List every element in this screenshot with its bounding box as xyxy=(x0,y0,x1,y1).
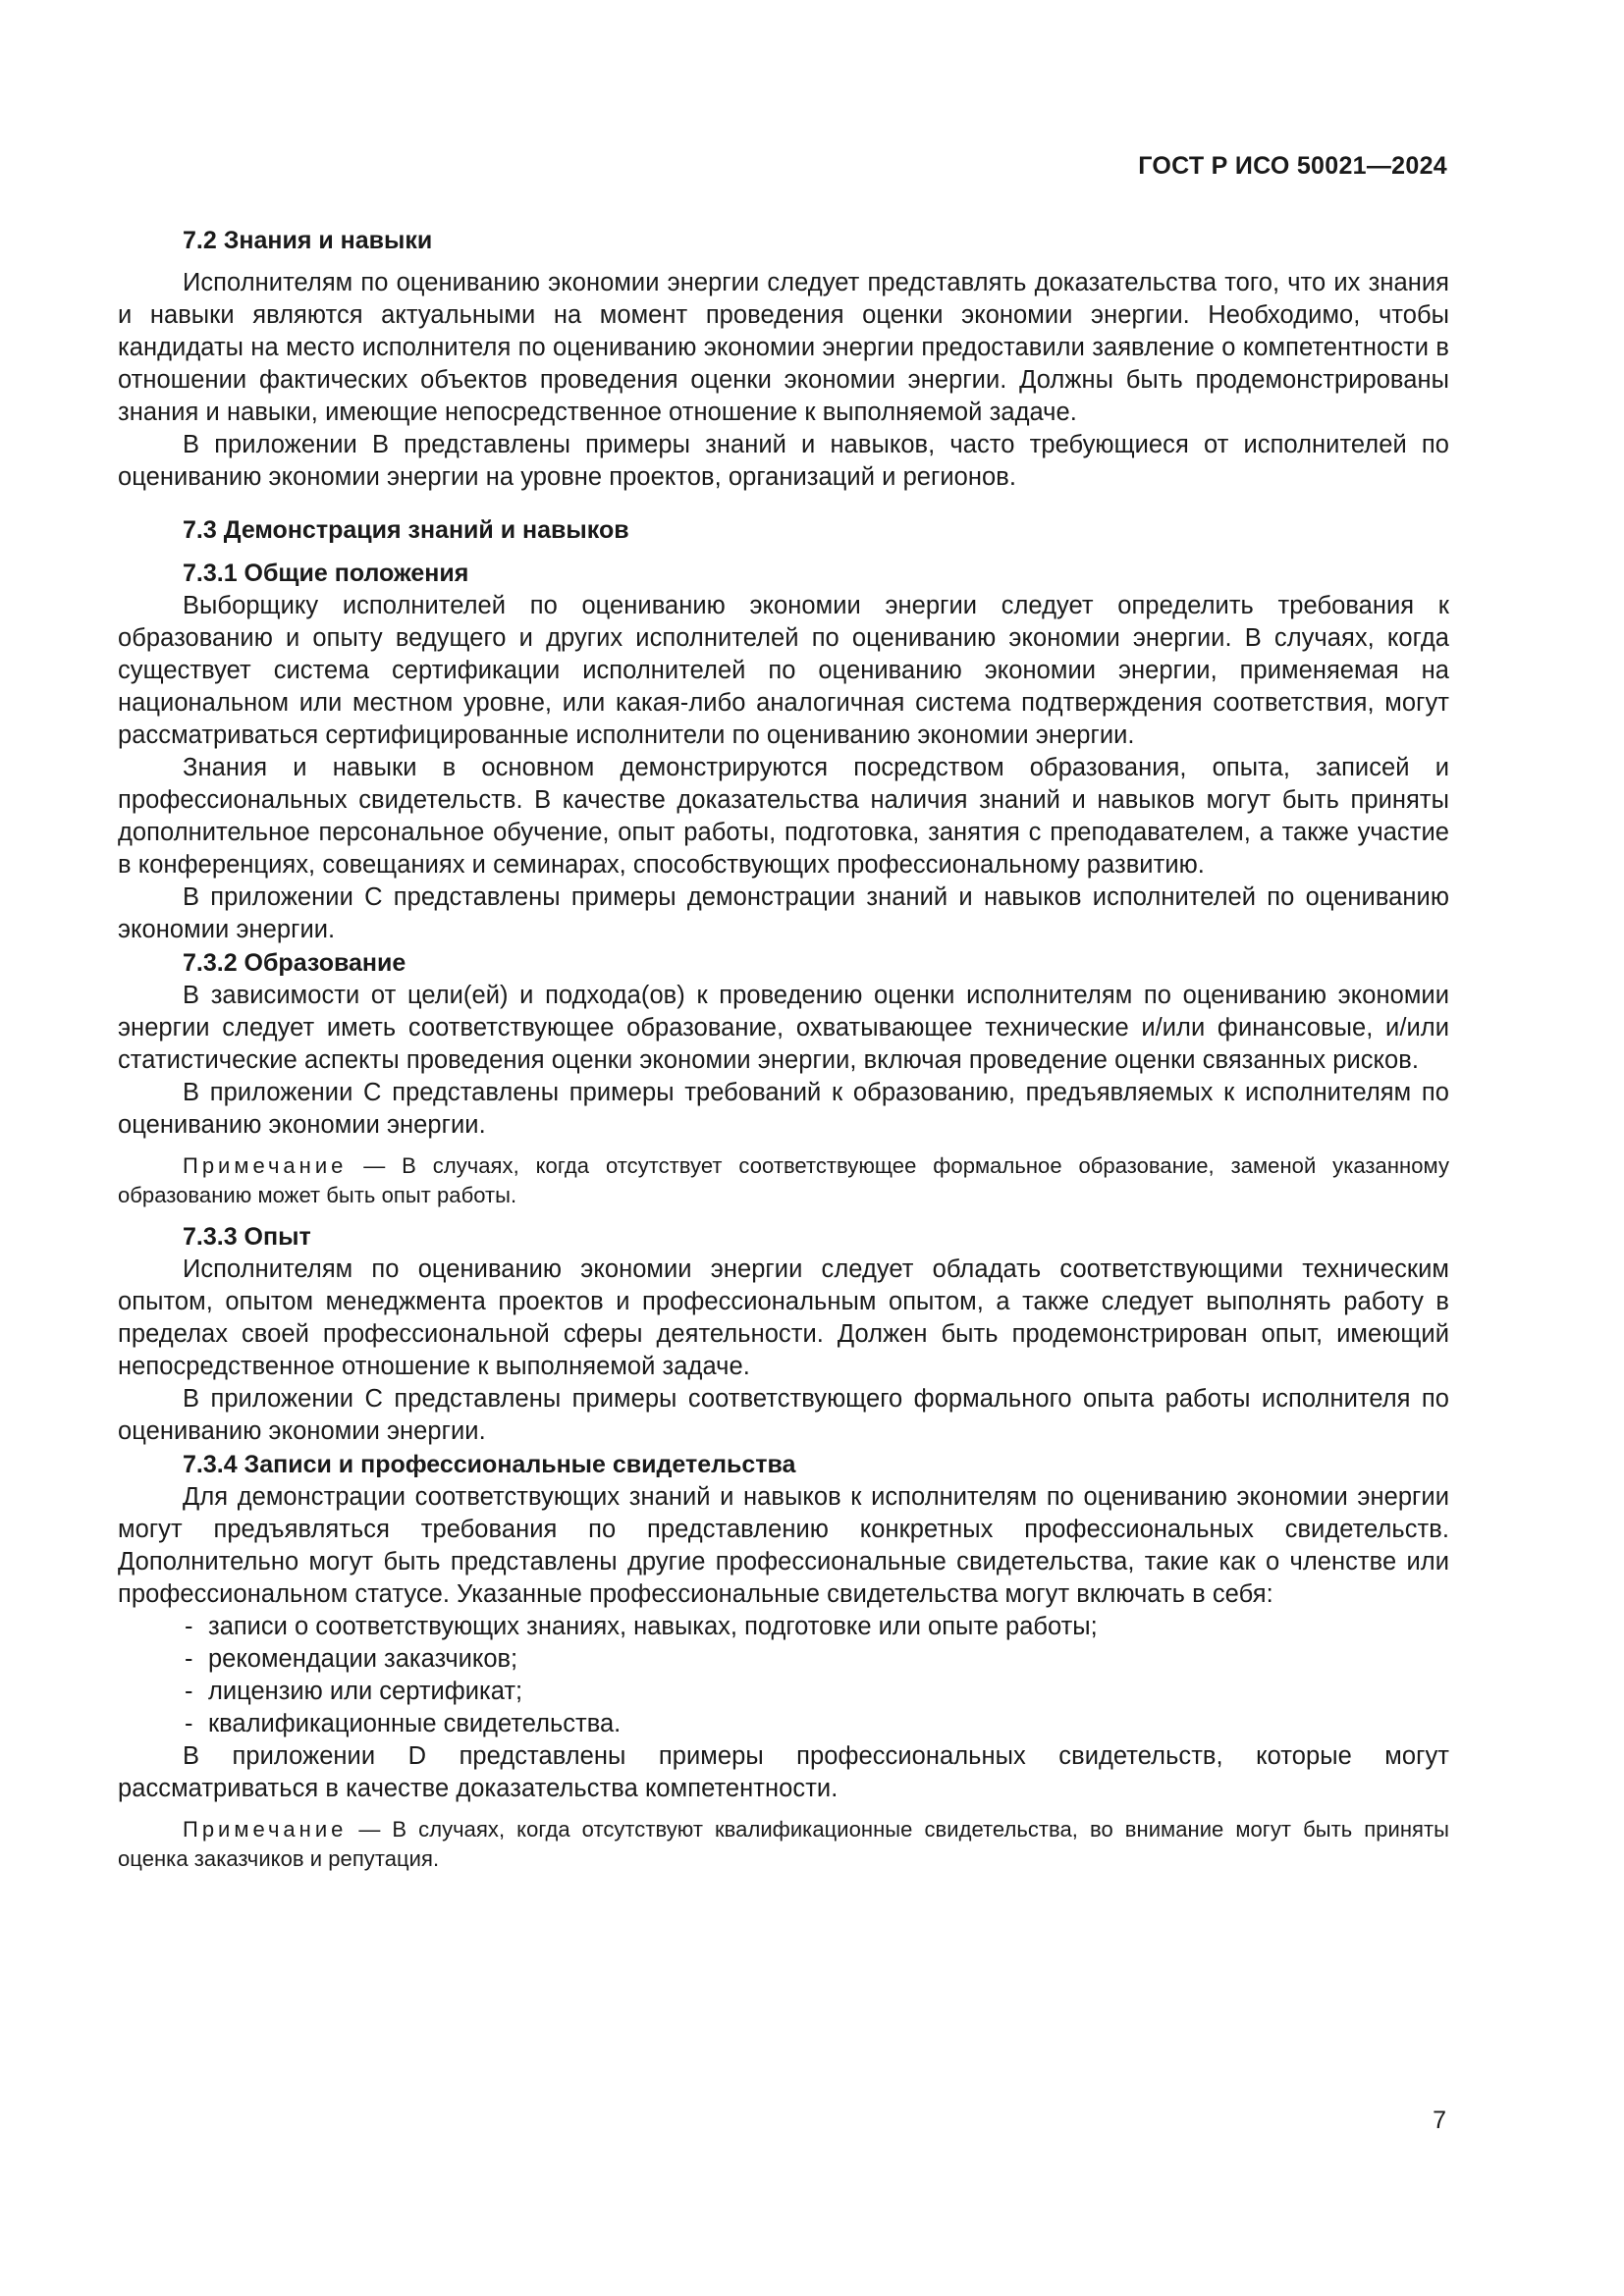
note xyxy=(118,1815,1449,1874)
paragraph: В приложении D представлены примеры профессиональных свидетельств, которые могут рассматриваться в качестве доказательства компетентности. xyxy=(118,1742,1449,1802)
paragraph: Исполнителям по оцениванию экономии энергии следует представлять доказательства того, что их знания и навыки являются актуальными на момент проведения оценки экономии энергии. Необходимо, чтобы кандидаты на место исполнителя по оцениванию экономии энергии предоставили заявление о компетентности в отношении фактических объектов проведения оценки экономии энергии. Должны быть продемонстрированы знания и навыки, имеющие непосредственное отношение к выполняемой задаче. xyxy=(118,269,1449,426)
note-text: — В случаях, когда отсутствует соответствующее формальное образование, заменой указанному образованию может быть опыт работы. xyxy=(118,1153,1449,1207)
paragraph: В приложении В представлены примеры знаний и навыков, часто требующиеся от исполнителей по оцениванию экономии энергии на уровне проектов, организаций и регионов. xyxy=(118,431,1449,491)
paragraph: Для демонстрации соответствующих знаний и навыков к исполнителям по оцениванию экономии энергии могут предъявляться требования по представлению конкретных профессиональных свидетельств. Дополнительно могут быть представлены другие профессиональные свидетельства, такие как о членстве или профессиональном статусе. Указанные профессиональные свидетельства могут включать в себя: xyxy=(118,1483,1449,1608)
paragraph: Выборщику исполнителей по оцениванию экономии энергии следует определить требования к образованию и опыту ведущего и других исполнителей по оцениванию экономии энергии. В случаях, когда существует система сертификации исполнителей по оцениванию экономии энергии, применяемая на национальном или местном уровне, или какая-либо аналогичная система подтверждения соответствия, могут рассматриваться сертифицированные исполнители по оцениванию экономии энергии. xyxy=(118,592,1449,749)
subsection-heading-7-3-4: 7.3.4 Записи и профессиональные свидетельства xyxy=(183,1451,796,1478)
note xyxy=(118,1151,1449,1210)
subsection-heading-7-3-2: 7.3.2 Образование xyxy=(183,949,406,977)
list-item: - лицензию или сертификат; xyxy=(183,1676,1449,1708)
section-heading-7-3: 7.3 Демонстрация знаний и навыков xyxy=(183,516,629,544)
dash-list xyxy=(118,1611,1449,1740)
paragraph: В приложении С представлены примеры демонстрации знаний и навыков исполнителей по оцениванию экономии энергии. xyxy=(118,883,1449,943)
subsection-heading-7-3-1: 7.3.1 Общие положения xyxy=(183,560,469,587)
note-label: Примечание xyxy=(183,1153,348,1178)
paragraph: В приложении С представлены примеры требований к образованию, предъявляемых к исполнителям по оцениванию экономии энергии. xyxy=(118,1079,1449,1139)
paragraph: Знания и навыки в основном демонстрируются посредством образования, опыта, записей и профессиональных свидетельств. В качестве доказательства наличия знаний и навыков могут быть приняты дополнительное персональное обучение, опыт работы, подготовка, занятия с преподавателем, а также участие в конференциях, совещаниях и семинарах, способствующих профессиональному развитию. xyxy=(118,754,1449,879)
note-text: — В случаях, когда отсутствуют квалификационные свидетельства, во внимание могут быть приняты оценка заказчиков и репутация. xyxy=(118,1817,1449,1871)
list-item: - квалификационные свидетельства. xyxy=(183,1708,1449,1740)
subsection-heading-7-3-3: 7.3.3 Опыт xyxy=(183,1223,311,1251)
list-item: - рекомендации заказчиков; xyxy=(183,1643,1449,1676)
note-label: Примечание xyxy=(183,1817,348,1842)
page-content xyxy=(118,224,1449,1874)
list-item: - записи о соответствующих знаниях, навыках, подготовке или опыте работы; xyxy=(183,1611,1449,1643)
page-number: 7 xyxy=(1433,2107,1446,2134)
paragraph: В приложении С представлены примеры соответствующего формального опыта работы исполнителя по оцениванию экономии энергии. xyxy=(118,1385,1449,1445)
standard-header: ГОСТ Р ИСО 50021—2024 xyxy=(1138,152,1447,180)
paragraph: В зависимости от цели(ей) и подхода(ов) к проведению оценки исполнителям по оцениванию экономии энергии следует иметь соответствующее образование, охватывающее технические и/или финансовые, и/или статистические аспекты проведения оценки экономии энергии, включая проведение оценки связанных рисков. xyxy=(118,982,1449,1074)
section-heading-7-2: 7.2 Знания и навыки xyxy=(183,227,433,254)
paragraph: Исполнителям по оцениванию экономии энергии следует обладать соответствующими техническим опытом, опытом менеджмента проектов и профессиональным опытом, а также следует выполнять работу в пределах своей профессиональной сферы деятельности. Должен быть продемонстрирован опыт, имеющий непосредственное отношение к выполняемой задаче. xyxy=(118,1255,1449,1380)
